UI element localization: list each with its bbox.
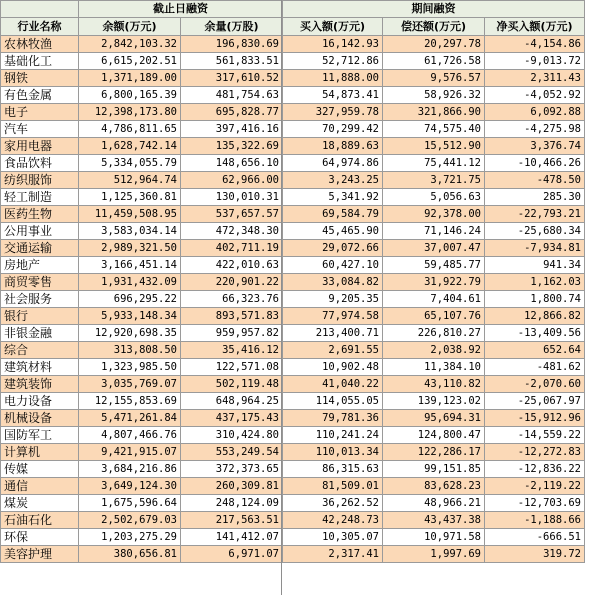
- table-row: [1, 325, 585, 342]
- industry-name-cell: 农林牧渔: [1, 36, 79, 53]
- balance-cell: 512,964.74: [79, 172, 181, 189]
- col-header-buy: 买入额(万元): [283, 18, 383, 36]
- net-buy-cell: -9,013.72: [485, 53, 585, 70]
- buy-amount-cell: 42,248.73: [283, 512, 383, 529]
- table-row: [1, 104, 585, 121]
- buy-amount-cell: 16,142.93: [283, 36, 383, 53]
- volume-cell: 402,711.19: [181, 240, 283, 257]
- industry-name-cell: 商贸零售: [1, 274, 79, 291]
- repay-amount-cell: 15,512.90: [383, 138, 485, 155]
- balance-cell: 6,615,202.51: [79, 53, 181, 70]
- table-row: [1, 257, 585, 274]
- volume-cell: 553,249.54: [181, 444, 283, 461]
- table-row: [1, 546, 585, 563]
- col-header-industry: 行业名称: [1, 18, 79, 36]
- net-buy-cell: -25,067.97: [485, 393, 585, 410]
- industry-name-cell: 公用事业: [1, 223, 79, 240]
- net-buy-cell: -481.62: [485, 359, 585, 376]
- net-buy-cell: -666.51: [485, 529, 585, 546]
- buy-amount-cell: 60,427.10: [283, 257, 383, 274]
- volume-cell: 481,754.63: [181, 87, 283, 104]
- repay-amount-cell: 92,378.00: [383, 206, 485, 223]
- buy-amount-cell: 52,712.86: [283, 53, 383, 70]
- table-row: [1, 495, 585, 512]
- buy-amount-cell: 77,974.58: [283, 308, 383, 325]
- table-row: [1, 359, 585, 376]
- table-row: [1, 461, 585, 478]
- balance-cell: 1,628,742.14: [79, 138, 181, 155]
- buy-amount-cell: 86,315.63: [283, 461, 383, 478]
- balance-cell: 696,295.22: [79, 291, 181, 308]
- table-row: [1, 274, 585, 291]
- table-row: [1, 291, 585, 308]
- buy-amount-cell: 18,889.63: [283, 138, 383, 155]
- group-header-period: 期间融资: [283, 1, 585, 18]
- balance-cell: 11,459,508.95: [79, 206, 181, 223]
- repay-amount-cell: 74,575.40: [383, 121, 485, 138]
- balance-cell: 12,398,173.80: [79, 104, 181, 121]
- volume-cell: 62,966.00: [181, 172, 283, 189]
- industry-name-cell: 国防军工: [1, 427, 79, 444]
- buy-amount-cell: 5,341.92: [283, 189, 383, 206]
- table-row: [1, 512, 585, 529]
- repay-amount-cell: 99,151.85: [383, 461, 485, 478]
- net-buy-cell: 3,376.74: [485, 138, 585, 155]
- header-blank-cell: [1, 1, 79, 18]
- industry-name-cell: 通信: [1, 478, 79, 495]
- industry-name-cell: 煤炭: [1, 495, 79, 512]
- repay-amount-cell: 75,441.12: [383, 155, 485, 172]
- repay-amount-cell: 95,694.31: [383, 410, 485, 427]
- table-row: [1, 87, 585, 104]
- net-buy-cell: -1,188.66: [485, 512, 585, 529]
- buy-amount-cell: 2,317.41: [283, 546, 383, 563]
- industry-name-cell: 医药生物: [1, 206, 79, 223]
- industry-name-cell: 纺织服饰: [1, 172, 79, 189]
- buy-amount-cell: 29,072.66: [283, 240, 383, 257]
- repay-amount-cell: 83,628.23: [383, 478, 485, 495]
- net-buy-cell: -2,070.60: [485, 376, 585, 393]
- balance-cell: 1,675,596.64: [79, 495, 181, 512]
- volume-cell: 6,971.07: [181, 546, 283, 563]
- balance-cell: 1,203,275.29: [79, 529, 181, 546]
- buy-amount-cell: 41,040.22: [283, 376, 383, 393]
- balance-cell: 1,371,189.00: [79, 70, 181, 87]
- table-row: [1, 478, 585, 495]
- net-buy-cell: -7,934.81: [485, 240, 585, 257]
- net-buy-cell: -15,912.96: [485, 410, 585, 427]
- net-buy-cell: -22,793.21: [485, 206, 585, 223]
- balance-cell: 5,471,261.84: [79, 410, 181, 427]
- table-row: [1, 308, 585, 325]
- buy-amount-cell: 64,974.86: [283, 155, 383, 172]
- table-row: [1, 36, 585, 53]
- industry-name-cell: 食品饮料: [1, 155, 79, 172]
- balance-cell: 4,786,811.65: [79, 121, 181, 138]
- repay-amount-cell: 58,926.32: [383, 87, 485, 104]
- repay-amount-cell: 7,404.61: [383, 291, 485, 308]
- volume-cell: 135,322.69: [181, 138, 283, 155]
- net-buy-cell: 941.34: [485, 257, 585, 274]
- balance-cell: 3,649,124.30: [79, 478, 181, 495]
- industry-name-cell: 电子: [1, 104, 79, 121]
- buy-amount-cell: 81,509.01: [283, 478, 383, 495]
- industry-name-cell: 钢铁: [1, 70, 79, 87]
- volume-cell: 66,323.76: [181, 291, 283, 308]
- balance-cell: 9,421,915.07: [79, 444, 181, 461]
- industry-name-cell: 机械设备: [1, 410, 79, 427]
- group-divider: [281, 0, 282, 595]
- buy-amount-cell: 114,055.05: [283, 393, 383, 410]
- table-row: [1, 393, 585, 410]
- industry-name-cell: 交通运输: [1, 240, 79, 257]
- balance-cell: 5,933,148.34: [79, 308, 181, 325]
- volume-cell: 893,571.83: [181, 308, 283, 325]
- buy-amount-cell: 110,241.24: [283, 427, 383, 444]
- repay-amount-cell: 1,997.69: [383, 546, 485, 563]
- balance-cell: 3,166,451.14: [79, 257, 181, 274]
- repay-amount-cell: 321,866.90: [383, 104, 485, 121]
- balance-cell: 1,323,985.50: [79, 359, 181, 376]
- buy-amount-cell: 10,305.07: [283, 529, 383, 546]
- balance-cell: 4,807,466.76: [79, 427, 181, 444]
- buy-amount-cell: 79,781.36: [283, 410, 383, 427]
- industry-name-cell: 房地产: [1, 257, 79, 274]
- volume-cell: 561,833.51: [181, 53, 283, 70]
- industry-name-cell: 基础化工: [1, 53, 79, 70]
- table-row: [1, 240, 585, 257]
- balance-cell: 5,334,055.79: [79, 155, 181, 172]
- col-header-net: 净买入额(万元): [485, 18, 585, 36]
- industry-name-cell: 家用电器: [1, 138, 79, 155]
- industry-name-cell: 电力设备: [1, 393, 79, 410]
- industry-name-cell: 轻工制造: [1, 189, 79, 206]
- volume-cell: 220,901.22: [181, 274, 283, 291]
- balance-cell: 380,656.81: [79, 546, 181, 563]
- volume-cell: 130,010.31: [181, 189, 283, 206]
- net-buy-cell: -12,272.83: [485, 444, 585, 461]
- volume-cell: 372,373.65: [181, 461, 283, 478]
- repay-amount-cell: 226,810.27: [383, 325, 485, 342]
- net-buy-cell: 2,311.43: [485, 70, 585, 87]
- buy-amount-cell: 110,013.34: [283, 444, 383, 461]
- net-buy-cell: -10,466.26: [485, 155, 585, 172]
- industry-name-cell: 环保: [1, 529, 79, 546]
- repay-amount-cell: 122,286.17: [383, 444, 485, 461]
- table-row: [1, 155, 585, 172]
- volume-cell: 472,348.30: [181, 223, 283, 240]
- table-row: [1, 410, 585, 427]
- repay-amount-cell: 71,146.24: [383, 223, 485, 240]
- buy-amount-cell: 327,959.78: [283, 104, 383, 121]
- table-row: [1, 529, 585, 546]
- industry-name-cell: 非银金融: [1, 325, 79, 342]
- industry-name-cell: 计算机: [1, 444, 79, 461]
- table-row: [1, 427, 585, 444]
- volume-cell: 695,828.77: [181, 104, 283, 121]
- industry-name-cell: 汽车: [1, 121, 79, 138]
- volume-cell: 537,657.57: [181, 206, 283, 223]
- net-buy-cell: 1,800.74: [485, 291, 585, 308]
- balance-cell: 12,920,698.35: [79, 325, 181, 342]
- industry-name-cell: 银行: [1, 308, 79, 325]
- balance-cell: 3,583,034.14: [79, 223, 181, 240]
- balance-cell: 12,155,853.69: [79, 393, 181, 410]
- table-row: [1, 172, 585, 189]
- net-buy-cell: 319.72: [485, 546, 585, 563]
- industry-name-cell: 建筑装饰: [1, 376, 79, 393]
- volume-cell: 141,412.07: [181, 529, 283, 546]
- table-row: [1, 121, 585, 138]
- buy-amount-cell: 3,243.25: [283, 172, 383, 189]
- buy-amount-cell: 36,262.52: [283, 495, 383, 512]
- volume-cell: 397,416.16: [181, 121, 283, 138]
- repay-amount-cell: 9,576.57: [383, 70, 485, 87]
- net-buy-cell: -4,154.86: [485, 36, 585, 53]
- col-header-repay: 偿还额(万元): [383, 18, 485, 36]
- net-buy-cell: -4,275.98: [485, 121, 585, 138]
- industry-name-cell: 美容护理: [1, 546, 79, 563]
- industry-name-cell: 传媒: [1, 461, 79, 478]
- net-buy-cell: -12,703.69: [485, 495, 585, 512]
- repay-amount-cell: 139,123.02: [383, 393, 485, 410]
- repay-amount-cell: 10,971.58: [383, 529, 485, 546]
- col-header-balance: 余额(万元): [79, 18, 181, 36]
- net-buy-cell: 652.64: [485, 342, 585, 359]
- net-buy-cell: 6,092.88: [485, 104, 585, 121]
- buy-amount-cell: 33,084.82: [283, 274, 383, 291]
- volume-cell: 248,124.09: [181, 495, 283, 512]
- net-buy-cell: -25,680.34: [485, 223, 585, 240]
- repay-amount-cell: 3,721.75: [383, 172, 485, 189]
- volume-cell: 122,571.08: [181, 359, 283, 376]
- table-row: [1, 376, 585, 393]
- balance-cell: 1,931,432.09: [79, 274, 181, 291]
- balance-cell: 3,035,769.07: [79, 376, 181, 393]
- buy-amount-cell: 11,888.00: [283, 70, 383, 87]
- net-buy-cell: -478.50: [485, 172, 585, 189]
- repay-amount-cell: 5,056.63: [383, 189, 485, 206]
- net-buy-cell: -12,836.22: [485, 461, 585, 478]
- industry-name-cell: 建筑材料: [1, 359, 79, 376]
- header-group-row: [1, 1, 585, 18]
- balance-cell: 2,989,321.50: [79, 240, 181, 257]
- volume-cell: 502,119.48: [181, 376, 283, 393]
- balance-cell: 6,800,165.39: [79, 87, 181, 104]
- balance-cell: 313,808.50: [79, 342, 181, 359]
- table-row: [1, 53, 585, 70]
- group-header-balance: 截止日融资: [79, 1, 283, 18]
- volume-cell: 317,610.52: [181, 70, 283, 87]
- table-row: [1, 223, 585, 240]
- table-row: [1, 70, 585, 87]
- balance-cell: 1,125,360.81: [79, 189, 181, 206]
- repay-amount-cell: 124,800.47: [383, 427, 485, 444]
- net-buy-cell: -4,052.92: [485, 87, 585, 104]
- buy-amount-cell: 70,299.42: [283, 121, 383, 138]
- repay-amount-cell: 59,485.77: [383, 257, 485, 274]
- net-buy-cell: 285.30: [485, 189, 585, 206]
- repay-amount-cell: 2,038.92: [383, 342, 485, 359]
- buy-amount-cell: 9,205.35: [283, 291, 383, 308]
- buy-amount-cell: 45,465.90: [283, 223, 383, 240]
- header-column-row: [1, 18, 585, 36]
- col-header-volume: 余量(万股): [181, 18, 283, 36]
- buy-amount-cell: 213,400.71: [283, 325, 383, 342]
- table-row: [1, 342, 585, 359]
- balance-cell: 2,842,103.32: [79, 36, 181, 53]
- net-buy-cell: 12,866.82: [485, 308, 585, 325]
- balance-cell: 2,502,679.03: [79, 512, 181, 529]
- volume-cell: 260,309.81: [181, 478, 283, 495]
- repay-amount-cell: 37,007.47: [383, 240, 485, 257]
- volume-cell: 148,656.10: [181, 155, 283, 172]
- buy-amount-cell: 54,873.41: [283, 87, 383, 104]
- volume-cell: 422,010.63: [181, 257, 283, 274]
- net-buy-cell: 1,162.03: [485, 274, 585, 291]
- net-buy-cell: -2,119.22: [485, 478, 585, 495]
- table-row: [1, 206, 585, 223]
- volume-cell: 35,416.12: [181, 342, 283, 359]
- volume-cell: 310,424.80: [181, 427, 283, 444]
- volume-cell: 959,957.82: [181, 325, 283, 342]
- balance-cell: 3,684,216.86: [79, 461, 181, 478]
- repay-amount-cell: 48,966.21: [383, 495, 485, 512]
- industry-name-cell: 综合: [1, 342, 79, 359]
- buy-amount-cell: 2,691.55: [283, 342, 383, 359]
- repay-amount-cell: 11,384.10: [383, 359, 485, 376]
- repay-amount-cell: 20,297.78: [383, 36, 485, 53]
- net-buy-cell: -13,409.56: [485, 325, 585, 342]
- table-row: [1, 444, 585, 461]
- repay-amount-cell: 31,922.79: [383, 274, 485, 291]
- net-buy-cell: -14,559.22: [485, 427, 585, 444]
- table-row: [1, 138, 585, 155]
- industry-name-cell: 石油石化: [1, 512, 79, 529]
- volume-cell: 196,830.69: [181, 36, 283, 53]
- repay-amount-cell: 61,726.58: [383, 53, 485, 70]
- repay-amount-cell: 65,107.76: [383, 308, 485, 325]
- industry-name-cell: 有色金属: [1, 87, 79, 104]
- table-row: [1, 189, 585, 206]
- volume-cell: 217,563.51: [181, 512, 283, 529]
- industry-name-cell: 社会服务: [1, 291, 79, 308]
- repay-amount-cell: 43,437.38: [383, 512, 485, 529]
- buy-amount-cell: 69,584.79: [283, 206, 383, 223]
- repay-amount-cell: 43,110.82: [383, 376, 485, 393]
- buy-amount-cell: 10,902.48: [283, 359, 383, 376]
- volume-cell: 648,964.25: [181, 393, 283, 410]
- volume-cell: 437,175.43: [181, 410, 283, 427]
